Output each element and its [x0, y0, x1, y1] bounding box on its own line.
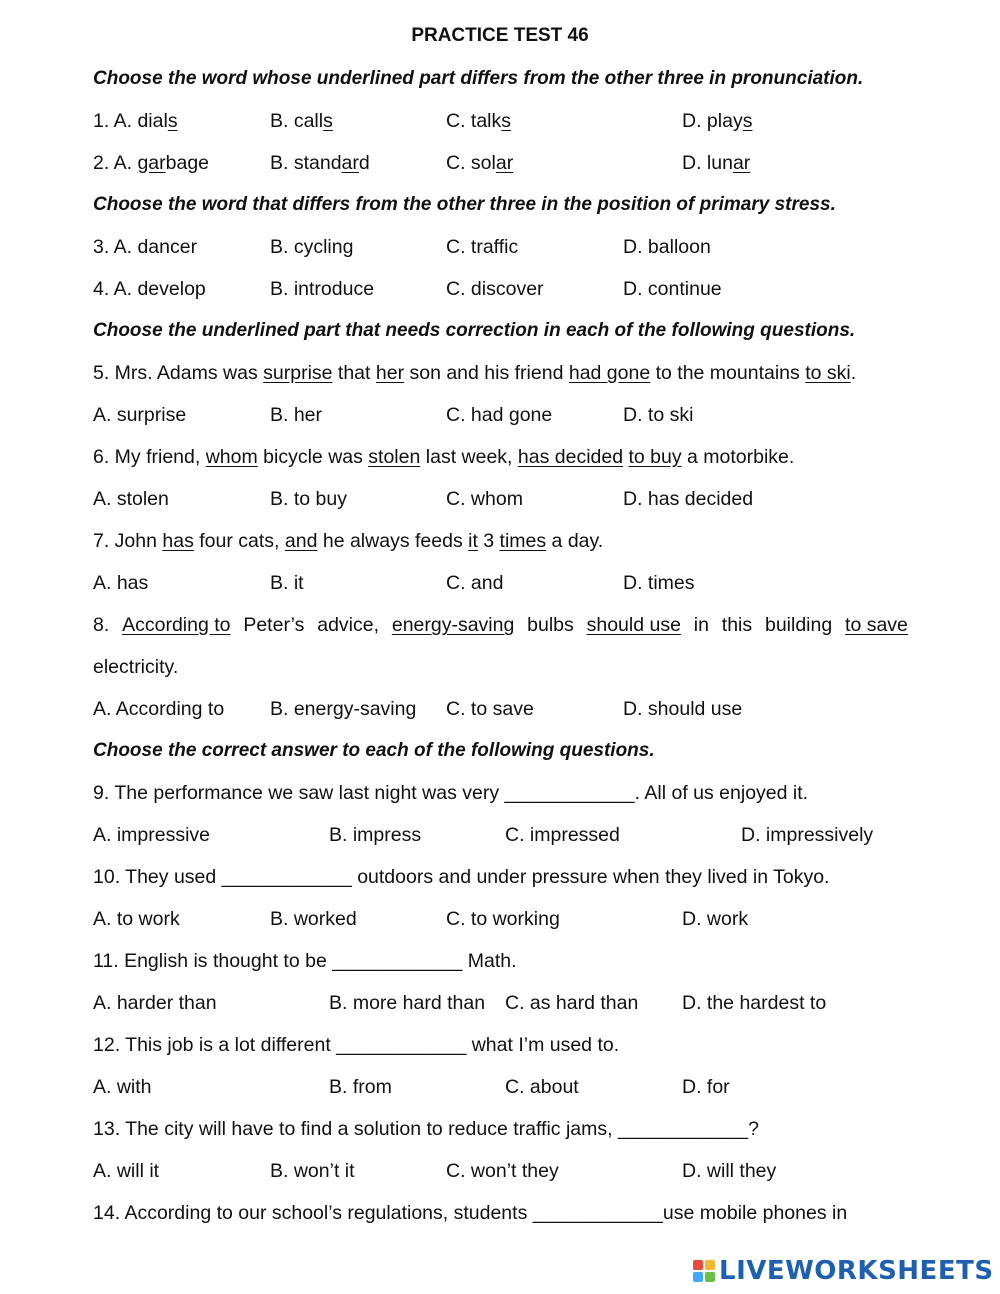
q7-option-d[interactable]: D. times [623, 572, 695, 594]
liveworksheets-logo[interactable] [693, 1256, 994, 1286]
q1-option-c[interactable]: C. talks [446, 110, 512, 132]
q12-option-a[interactable]: A. with [93, 1076, 152, 1098]
q2-option-c[interactable]: C. solar [446, 152, 514, 174]
q3-option-c[interactable]: C. traffic [446, 236, 519, 258]
q5-option-d[interactable]: D. to ski [623, 404, 694, 426]
q4-option-a[interactable]: 4. A. develop [93, 278, 206, 300]
q7-option-a[interactable]: A. has [93, 572, 149, 594]
instruction-pronunciation: Choose the word whose underlined part differs from the other three in pronunciation. [93, 68, 864, 89]
q12-option-c[interactable]: C. about [505, 1076, 579, 1098]
question-10-stem: 10. They used ____________ outdoors and under pressure when they lived in Tokyo. [93, 866, 830, 888]
q9-option-c[interactable]: C. impressed [505, 824, 620, 846]
question-8-stem-cont: electricity. [93, 656, 179, 678]
q5-option-b[interactable]: B. her [270, 404, 323, 426]
q1-option-b[interactable]: B. calls [270, 110, 333, 132]
q13-option-d[interactable]: D. will they [682, 1160, 777, 1182]
q8-option-b[interactable]: B. energy-saving [270, 698, 417, 720]
q10-option-a[interactable]: A. to work [93, 908, 180, 930]
q9-option-b[interactable]: B. impress [329, 824, 422, 846]
q13-option-b[interactable]: B. won’t it [270, 1160, 355, 1182]
q11-option-b[interactable]: B. more hard than [329, 992, 486, 1014]
q2-option-d[interactable]: D. lunar [682, 152, 751, 174]
logo-grid-icon [693, 1260, 715, 1282]
instruction-stress: Choose the word that differs from the other three in the position of primary stress. [93, 194, 836, 215]
q8-option-c[interactable]: C. to save [446, 698, 534, 720]
q5-option-a[interactable]: A. surprise [93, 404, 187, 426]
logo-square-icon [705, 1260, 715, 1270]
q13-option-c[interactable]: C. won’t they [446, 1160, 559, 1182]
q6-option-b[interactable]: B. to buy [270, 488, 347, 510]
q10-option-d[interactable]: D. work [682, 908, 749, 930]
q13-option-a[interactable]: A. will it [93, 1160, 160, 1182]
q1-option-d[interactable]: D. plays [682, 110, 753, 132]
q1-option-a[interactable]: 1. A. dials [93, 110, 178, 132]
q11-option-a[interactable]: A. harder than [93, 992, 217, 1014]
question-14-stem: 14. According to our school’s regulations, students ____________use mobile phones in [93, 1202, 848, 1224]
q2-option-b[interactable]: B. standard [270, 152, 370, 174]
q7-option-b[interactable]: B. it [270, 572, 304, 594]
q6-option-d[interactable]: D. has decided [623, 488, 754, 510]
logo-square-icon [705, 1272, 715, 1282]
q3-option-d[interactable]: D. balloon [623, 236, 711, 258]
q10-option-b[interactable]: B. worked [270, 908, 357, 930]
question-9-stem: 9. The performance we saw last night was very ____________. All of us enjoyed it. [93, 782, 809, 804]
q4-option-b[interactable]: B. introduce [270, 278, 375, 300]
question-8-stem: 8. According to Peter’s advice, energy-saving bulbs should use in this building to save [93, 614, 908, 636]
q6-option-c[interactable]: C. whom [446, 488, 523, 510]
q8-option-a[interactable]: A. According to [93, 698, 225, 720]
q5-option-c[interactable]: C. had gone [446, 404, 553, 426]
q4-option-c[interactable]: C. discover [446, 278, 544, 300]
q10-option-c[interactable]: C. to working [446, 908, 560, 930]
instruction-correction: Choose the underlined part that needs correction in each of the following questions. [93, 320, 856, 341]
question-5-stem: 5. Mrs. Adams was surprise that her son and his friend had gone to the mountains to ski. [93, 362, 857, 384]
q8-option-d[interactable]: D. should use [623, 698, 743, 720]
question-12-stem: 12. This job is a lot different ____________ what I’m used to. [93, 1034, 620, 1056]
q9-option-a[interactable]: A. impressive [93, 824, 211, 846]
q4-option-d[interactable]: D. continue [623, 278, 722, 300]
q7-option-c[interactable]: C. and [446, 572, 504, 594]
page-title: PRACTICE TEST 46 [411, 25, 589, 46]
q3-option-b[interactable]: B. cycling [270, 236, 354, 258]
logo-text: LIVEWORKSHEETS [719, 1256, 994, 1286]
q9-option-d[interactable]: D. impressively [741, 824, 874, 846]
q11-option-c[interactable]: C. as hard than [505, 992, 639, 1014]
q2-option-a[interactable]: 2. A. garbage [93, 152, 210, 174]
question-13-stem: 13. The city will have to find a solution to reduce traffic jams, ____________? [93, 1118, 759, 1140]
q12-option-b[interactable]: B. from [329, 1076, 392, 1098]
q11-option-d[interactable]: D. the hardest to [682, 992, 827, 1014]
question-11-stem: 11. English is thought to be ____________ Math. [93, 950, 517, 972]
q6-option-a[interactable]: A. stolen [93, 488, 169, 510]
question-7-stem: 7. John has four cats, and he always feeds it 3 times a day. [93, 530, 604, 552]
logo-square-icon [693, 1260, 703, 1270]
q12-option-d[interactable]: D. for [682, 1076, 730, 1098]
instruction-correct-answer: Choose the correct answer to each of the following questions. [93, 740, 655, 761]
logo-square-icon [693, 1272, 703, 1282]
question-6-stem: 6. My friend, whom bicycle was stolen last week, has decided to buy a motorbike. [93, 446, 795, 468]
q3-option-a[interactable]: 3. A. dancer [93, 236, 198, 258]
